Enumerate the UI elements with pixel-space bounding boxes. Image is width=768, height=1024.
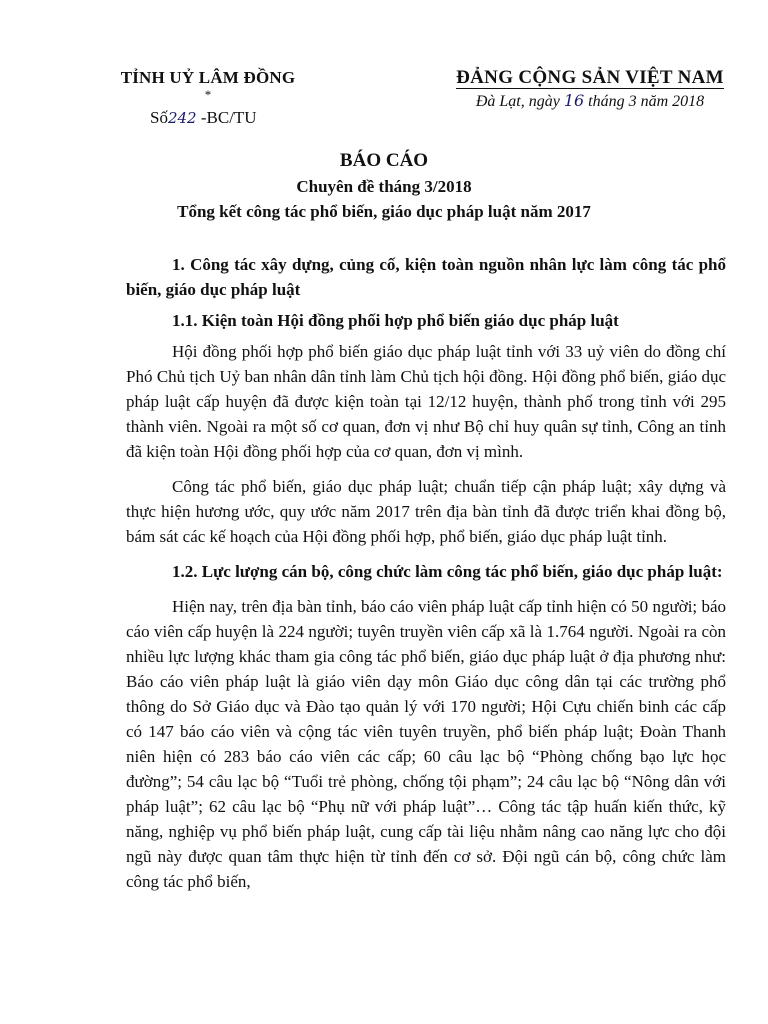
issuing-organization-block [108,68,308,100]
section-1-heading: 1. Công tác xây dựng, củng cố, kiện toàn nguồn nhân lực làm công tác phổ biến, giáo dục pháp luật [126,255,726,299]
star-mark: * [204,87,212,102]
section-1-2-paragraph-1: Hiện nay, trên địa bàn tỉnh, báo cáo viên pháp luật cấp tỉnh hiện có 50 người; báo cáo viên cấp huyện là 224 người; tuyên truyền viên cấp xã là 1.764 người. Ngoài ra còn nhiều lực lượng khác tham gia công tác phổ biến, giáo dục pháp luật ở địa phương như: Báo cáo viên pháp luật là giáo viên dạy môn Giáo dục công dân tại các trường phổ thông do Sở Giáo dục và Đào tạo quản lý với 170 người; Hội Cựu chiến binh các cấp có 147 báo cáo viên và cộng tác viên tuyên truyền, phổ biến pháp luật; Đoàn Thanh niên hiện có 283 báo cáo viên các cấp; 60 câu lạc bộ “Phòng chống bạo lực học đường”; 54 câu lạc bộ “Tuổi trẻ phòng, chống tội phạm”; 24 câu lạc bộ “Nông dân với pháp luật”; 62 câu lạc bộ “Phụ nữ với pháp luật”… Công tác tập huấn kiến thức, kỹ năng, nghiệp vụ phổ biến pháp luật, cung cấp tài liệu nhằm nâng cao năng lực cho đội ngũ này được quan tâm thực hiện từ tỉnh đến cơ sở. Đội ngũ cán bộ, công chức làm công tác phổ biến, [126,597,726,891]
document-date [445,91,735,111]
document-number [150,108,257,128]
section-1-1-heading: 1.1. Kiện toàn Hội đồng phối hợp phổ biến giáo dục pháp luật [172,311,619,330]
section-1-2-heading: 1.2. Lực lượng cán bộ, công chức làm công tác phổ biến, giáo dục pháp luật: [172,562,723,581]
section-1-1-paragraph-1: Hội đồng phối hợp phổ biến giáo dục pháp luật tỉnh với 33 uỷ viên do đồng chí Phó Chủ tịch Uỷ ban nhân dân tỉnh làm Chủ tịch hội đồng. Hội đồng phổ biến, giáo dục pháp luật cấp huyện đã được kiện toàn tại 12/12 huyện, thành phố trong tỉnh với 295 thành viên. Ngoài ra một số cơ quan, đơn vị như Bộ chỉ huy quân sự tỉnh, Công an tỉnh đã kiện toàn Hội đồng phối hợp của cơ quan, đơn vị mình. [126,342,726,461]
report-title: BÁO CÁO [339,150,429,171]
report-topic: Tổng kết công tác phổ biến, giáo dục pháp luật năm 2017 [177,202,591,221]
number-handwritten: 242 [167,109,197,127]
date-day-handwritten: 16 [563,91,585,110]
report-subtitle: Chuyên đề tháng 3/2018 [296,177,472,196]
report-body [126,252,726,894]
number-prefix: Số [150,108,168,127]
organization-name: TỈNH UỶ LÂM ĐỒNG [120,68,296,87]
section-1-1-paragraph-2: Công tác phổ biến, giáo dục pháp luật; chuẩn tiếp cận pháp luật; xây dựng và thực hiện hương ước, quy ước năm 2017 trên địa bàn tỉnh đã được triển khai đồng bộ, bám sát các kế hoạch của Hội đồng phối hợp, phổ biến, giáo dục pháp luật tỉnh. [126,477,726,546]
party-header-block [445,68,735,111]
date-suffix: tháng 3 năm 2018 [584,93,705,110]
party-name: ĐẢNG CỘNG SẢN VIỆT NAM [456,67,724,88]
number-suffix: -BC/TU [200,108,257,127]
report-title-block [0,148,768,224]
date-prefix: Đà Lạt, ngày [475,93,564,110]
